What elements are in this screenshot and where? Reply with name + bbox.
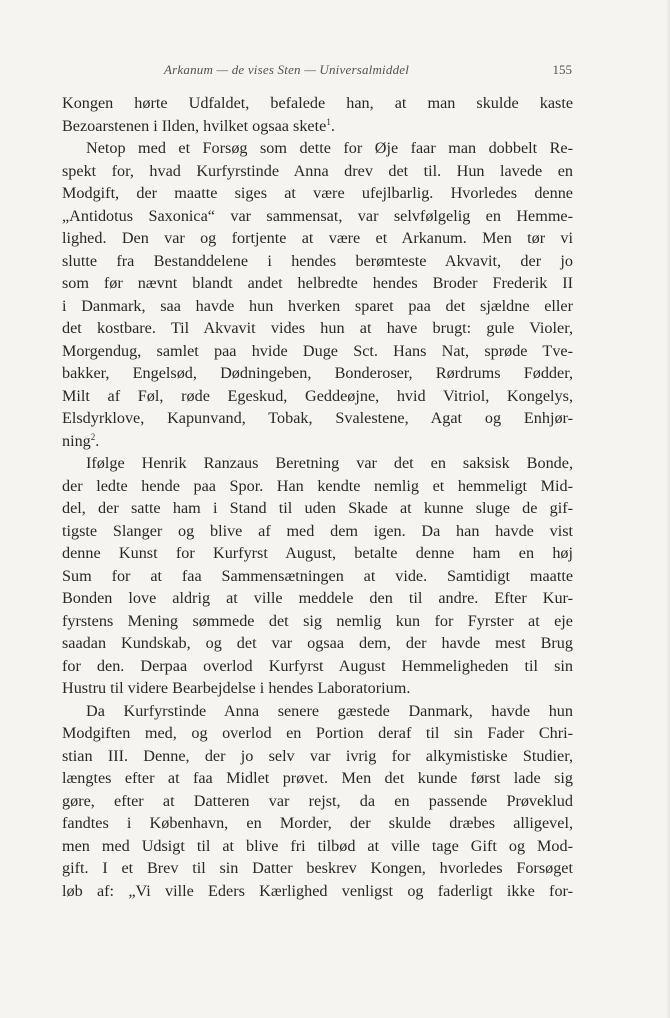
text-line — [62, 227, 573, 250]
body-text — [62, 92, 573, 902]
text-line — [62, 587, 573, 610]
text-line — [62, 452, 573, 475]
text-line — [62, 565, 573, 588]
line-text: længtes efter at faa Midlet prøvet. Men det kunde først lade sig — [62, 769, 573, 787]
line-text: Morgendug, samlet paa hvide Duge Sct. Hans Nat, sprøde Tve- — [62, 341, 573, 360]
text-line — [62, 812, 573, 835]
text-line — [62, 542, 573, 565]
line-text: Bonden love aldrig at ville meddele den til andre. Efter Kur- — [62, 589, 573, 607]
page-number: 155 — [552, 62, 572, 77]
running-head — [62, 62, 572, 82]
line-text: spekt for, hvad Kurfyrstinde Anna drev det til. Hun lavede en — [62, 161, 573, 180]
line-text: det kostbare. Til Akvavit vides hun at have brugt: gule Violer, — [62, 319, 573, 337]
text-line — [62, 205, 573, 228]
text-line — [62, 497, 573, 520]
line-text: Kongen hørte Udfaldet, befalede han, at man skulde kaste — [62, 94, 573, 112]
text-line — [62, 835, 573, 858]
line-text: gøre, efter at Datteren var rejst, da en passende Prøveklud — [62, 791, 573, 810]
text-line — [62, 520, 573, 543]
line-text: slutte fra Bestanddelene i hendes berømteste Akvavit, der jo — [62, 251, 573, 270]
text-line — [62, 317, 573, 340]
text-line — [62, 790, 573, 813]
line-text: Elsdyrklove, Kapunvand, Tobak, Svalestene, Agat og Enhjør- — [62, 409, 573, 427]
line-text: Netop med et Forsøg som dette for Øje faar man dobbelt Re- — [86, 139, 573, 157]
running-head-title: Arkanum — de vises Sten — Universalmiddel — [164, 62, 410, 77]
line-text: Modgiften med, og overlod en Portion deraf til sin Fader Chri- — [62, 724, 573, 742]
line-text: som før nævnt blandt andet helbredte hendes Broder Frederik II — [62, 274, 573, 292]
text-line — [62, 340, 573, 363]
text-line — [62, 857, 573, 880]
line-tail: . — [95, 431, 100, 450]
text-line — [62, 272, 573, 295]
line-text: Da Kurfyrstinde Anna senere gæstede Danmark, havde hun — [86, 701, 573, 720]
text-line — [62, 295, 573, 318]
text-line — [62, 722, 573, 745]
line-text: fandtes i København, en Morder, der skulde dræbes alligevel, — [62, 814, 573, 832]
line-text: Ifølge Henrik Ranzaus Beretning var det en saksisk Bonde, — [86, 454, 573, 472]
line-tail: . — [330, 116, 335, 135]
text-line — [62, 407, 573, 430]
line-text: del, der satte ham i Stand til uden Skade at kunne sluge de gif- — [62, 499, 573, 517]
line-text: stian III. Denne, der jo selv var ivrig for alkymistiske Studier, — [62, 746, 573, 765]
text-line — [62, 475, 573, 498]
line-text: Sum for at faa Sammensætningen at vide. Samtidigt maatte — [62, 566, 573, 585]
line-text: Modgift, der maatte siges at være ufejlbarlig. Hvorledes denne — [62, 184, 573, 202]
footnote-marker: 1 — [326, 116, 331, 127]
text-line — [62, 632, 573, 655]
line-text: der ledte hende paa Spor. Han kendte nemlig et hemmeligt Mid- — [62, 476, 573, 495]
text-line — [62, 115, 573, 138]
text-line — [62, 92, 573, 115]
text-line — [62, 655, 573, 678]
line-text: Bezoarstenen i Ilden, hvilket ogsaa skete — [62, 116, 327, 135]
text-line — [62, 385, 573, 408]
text-line — [62, 137, 573, 160]
line-text: for den. Derpaa overlod Kurfyrst August Hemmeligheden til sin — [62, 656, 573, 675]
text-line — [62, 700, 573, 723]
line-text: denne Kunst for Kurfyrst August, betalte denne ham en høj — [62, 544, 573, 562]
text-line — [62, 677, 573, 700]
line-text: løb af: „Vi ville Eders Kærlighed venligst og faderligt ikke for- — [62, 881, 573, 900]
line-text: i Danmark, saa havde hun hverken sparet paa det sjældne eller — [62, 296, 573, 315]
footnote-marker: 2 — [90, 431, 96, 442]
line-text: Milt af Føl, røde Egeskud, Geddeøjne, hvid Vitriol, Kongelys, — [62, 386, 573, 405]
text-line — [62, 745, 573, 768]
line-text: saadan Kundskab, og det var ogsaa dem, der havde mest Brug — [62, 634, 573, 652]
line-text: Hustru til videre Bearbejdelse i hendes Laboratorium. — [62, 679, 411, 697]
line-text: „Antidotus Saxonica“ var sammensat, var selvfølgelig en Hemme- — [62, 206, 573, 225]
text-line — [62, 430, 573, 453]
text-line — [62, 160, 573, 183]
text-line — [62, 767, 573, 790]
line-text: bakker, Engelsød, Dødningeben, Bonderoser, Rørdrums Fødder, — [62, 364, 573, 382]
line-text: fyrstens Mening sømmede det sig nemlig kun for Fyrster at eje — [62, 611, 573, 630]
line-text: men med Udsigt til at blive fri tilbød at ville tage Gift og Mod- — [62, 836, 573, 855]
line-text: lighed. Den var og fortjente at være et Arkanum. Men tør vi — [62, 229, 573, 247]
line-text: tigste Slanger og blive af med dem igen. Da han havde vist — [62, 521, 573, 540]
text-line — [62, 362, 573, 385]
scan-edge — [666, 0, 670, 1018]
text-line — [62, 610, 573, 633]
text-line — [62, 182, 573, 205]
text-line — [62, 880, 573, 903]
text-line — [62, 250, 573, 273]
line-text: ning — [62, 431, 91, 450]
line-text: gift. I et Brev til sin Datter beskrev Kongen, hvorledes Forsøget — [62, 859, 573, 877]
